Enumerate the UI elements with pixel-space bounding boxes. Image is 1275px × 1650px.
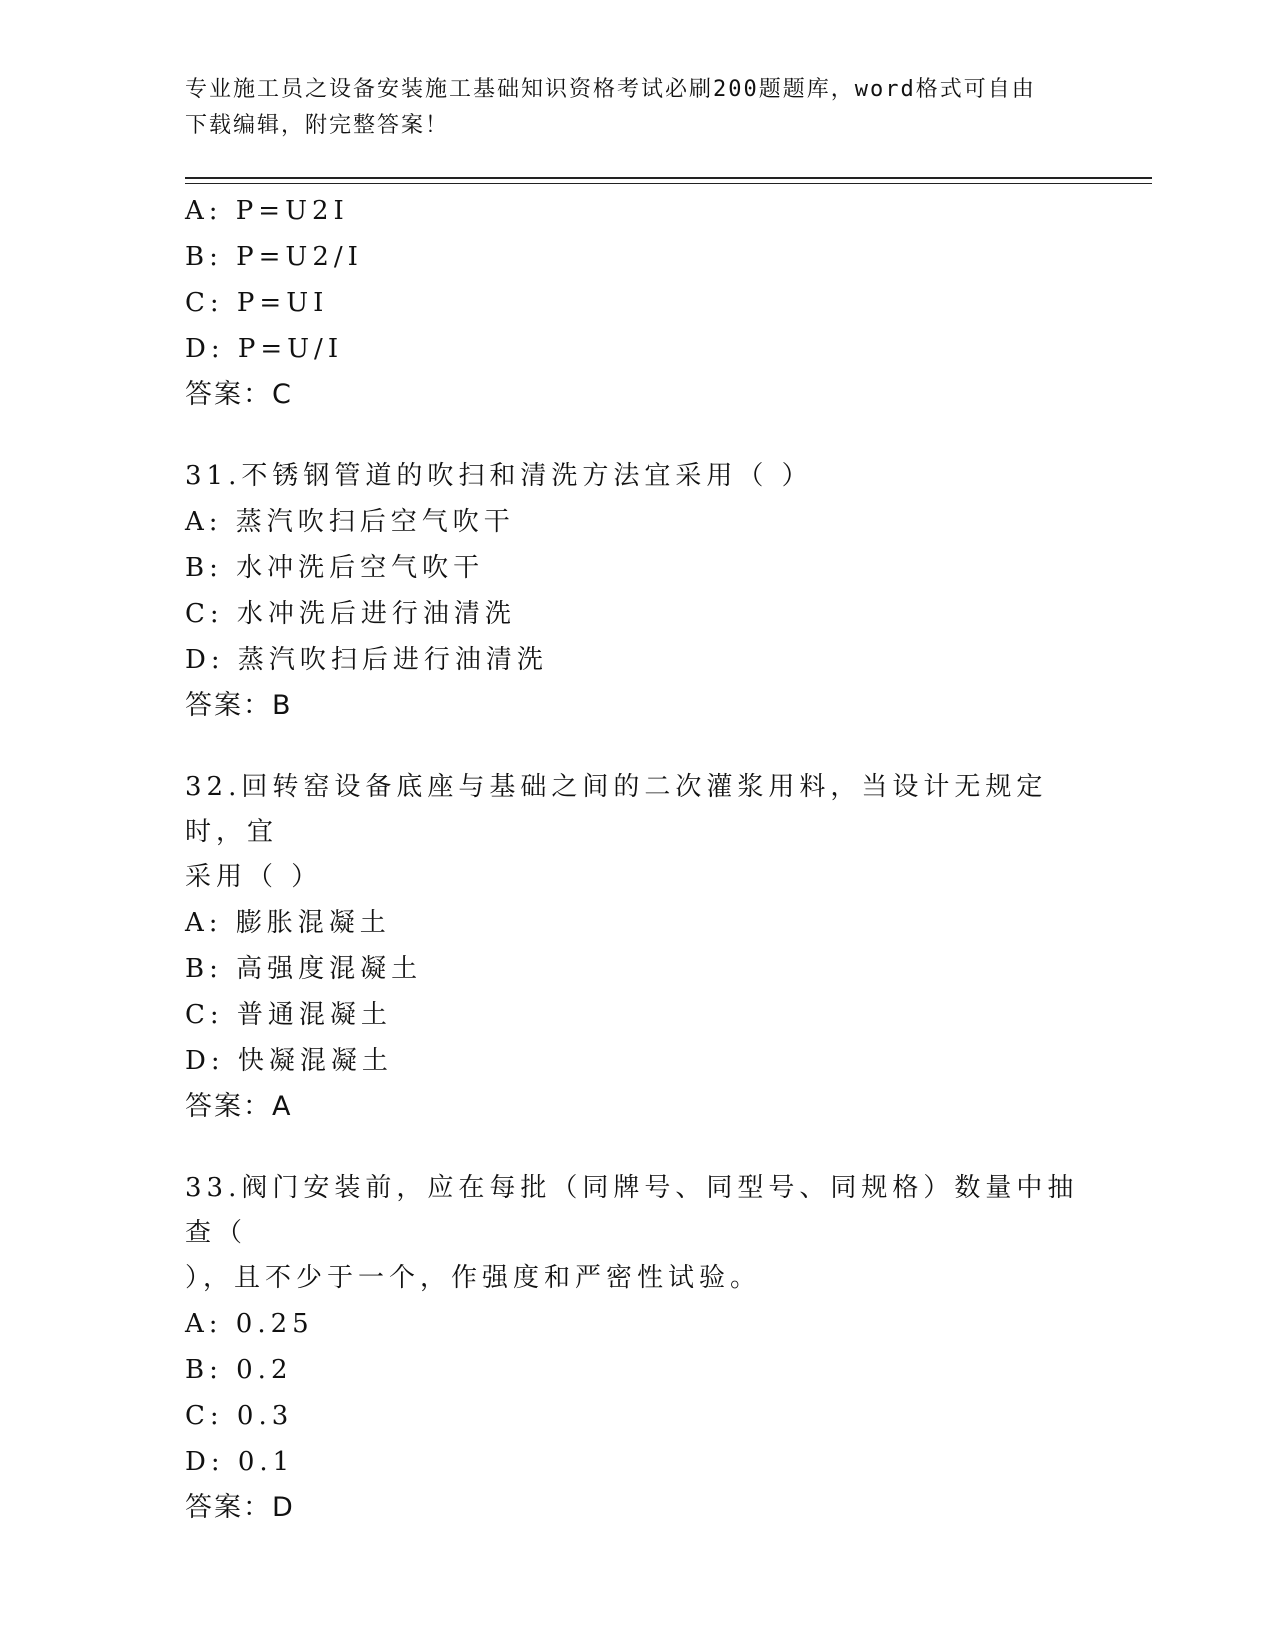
question-stem-continued: 采用（ ） xyxy=(185,862,323,892)
option-c: C: P=UI xyxy=(185,288,329,318)
option-b: B: 0.2 xyxy=(185,1355,293,1385)
option-d: D: P=U/I xyxy=(185,334,344,364)
option-a: A: 膨胀混凝土 xyxy=(185,908,391,938)
option-d: D: 蒸汽吹扫后进行油清洗 xyxy=(185,645,548,675)
answer-line: 答案：C xyxy=(185,379,293,410)
question-stem: 32.回转窑设备底座与基础之间的二次灌浆用料，当设计无规定时，宜 xyxy=(185,772,1048,847)
option-b: B: 水冲洗后空气吹干 xyxy=(185,553,485,583)
document-header xyxy=(185,72,1085,144)
answer-line: 答案：D xyxy=(185,1492,295,1523)
question-stem-continued: ），且不少于一个，作强度和严密性试验。 xyxy=(185,1263,762,1293)
header-divider-thin xyxy=(185,183,1152,184)
option-b: B: 高强度混凝土 xyxy=(185,954,423,984)
answer-line: 答案：A xyxy=(185,1091,293,1122)
header-line: 专业施工员之设备安装施工基础知识资格考试必刷200题题库，word格式可自由 xyxy=(185,77,1036,102)
answer-line: 答案：B xyxy=(185,690,293,721)
question-stem: 31.不锈钢管道的吹扫和清洗方法宜采用（ ） xyxy=(185,461,813,491)
question-item xyxy=(185,1166,1085,1531)
header-line: 下载编辑，附完整答案！ xyxy=(185,113,450,138)
option-a: A: P=U2I xyxy=(185,196,349,226)
option-a: A: 蒸汽吹扫后空气吹干 xyxy=(185,507,515,537)
option-c: C: 普通混凝土 xyxy=(185,1000,392,1030)
option-d: D: 快凝混凝土 xyxy=(185,1046,393,1076)
option-a: A: 0.25 xyxy=(185,1309,314,1339)
question-item xyxy=(185,454,1085,729)
question-stem: 33.阀门安装前，应在每批（同牌号、同型号、同规格）数量中抽查（ xyxy=(185,1173,1079,1248)
option-b: B: P=U2/I xyxy=(185,242,363,272)
option-c: C: 0.3 xyxy=(185,1401,294,1431)
option-d: D: 0.1 xyxy=(185,1447,295,1477)
option-c: C: 水冲洗后进行油清洗 xyxy=(185,599,516,629)
header-divider xyxy=(185,177,1152,179)
question-list xyxy=(185,188,1085,1531)
question-item xyxy=(185,765,1085,1130)
question-item xyxy=(185,188,1085,418)
